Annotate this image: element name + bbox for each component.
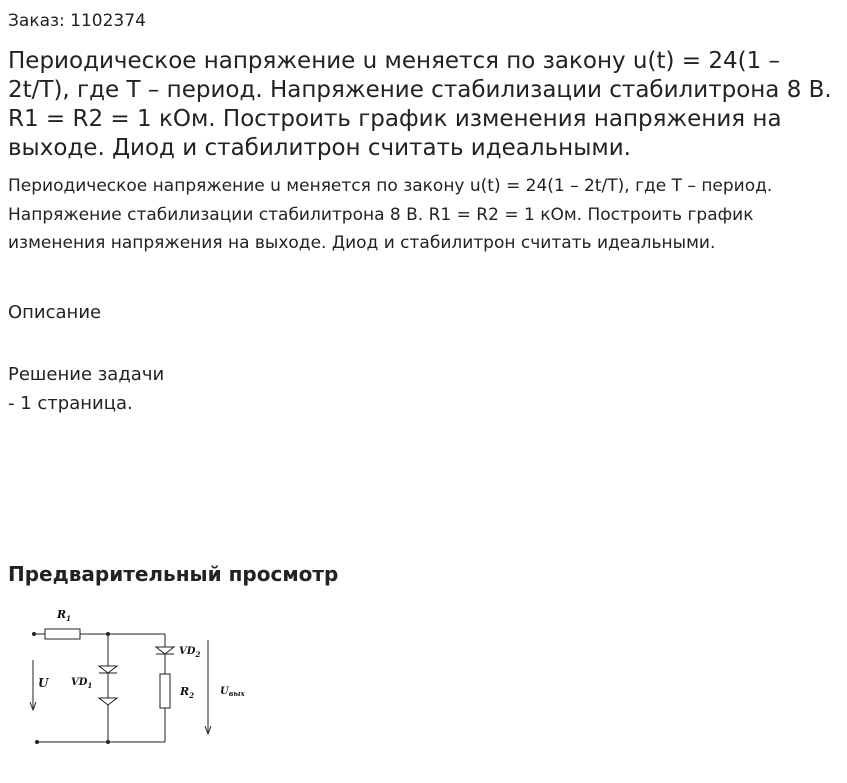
label-r2: $R_2$ — [180, 685, 195, 700]
page-title: Периодическое напряжение u меняется по закону u(t) = 24(1 – 2t/T), где T – период. Напряжение стабилизации стабилитрона 8 В. R1 = R2 = 1 кОм. Построить график изменения напряжения на выходе. Диод и стабилитрон считать идеальными. — [8, 48, 832, 161]
label-uout: $U_{вых}$ — [220, 686, 245, 698]
resistor-r2 — [160, 674, 170, 708]
circuit-preview-image — [20, 600, 260, 750]
description-line-pages: - 1 страница. — [8, 393, 133, 414]
label-vd2: $VD_2$ — [179, 646, 201, 659]
resistor-r1 — [45, 629, 80, 639]
preview-heading: Предварительный просмотр — [8, 562, 339, 586]
zener-vd2 — [156, 647, 174, 654]
label-u: U — [38, 676, 49, 690]
description-line-solution: Решение задачи — [8, 364, 165, 385]
label-vd1: $VD_1$ — [71, 677, 93, 690]
order-number: Заказ: 1102374 — [8, 11, 146, 31]
task-text: Периодическое напряжение u меняется по закону u(t) = 24(1 – 2t/T), где T – период. Напряжение стабилизации стабилитрона 8 В. R1 = R2 = 1 кОм. Построить график изменения напряжения на выходе. Диод и стабилитрон считать идеальными. — [8, 176, 773, 253]
label-r1: $R_1$ — [57, 608, 72, 623]
description-heading: Описание — [8, 302, 102, 323]
